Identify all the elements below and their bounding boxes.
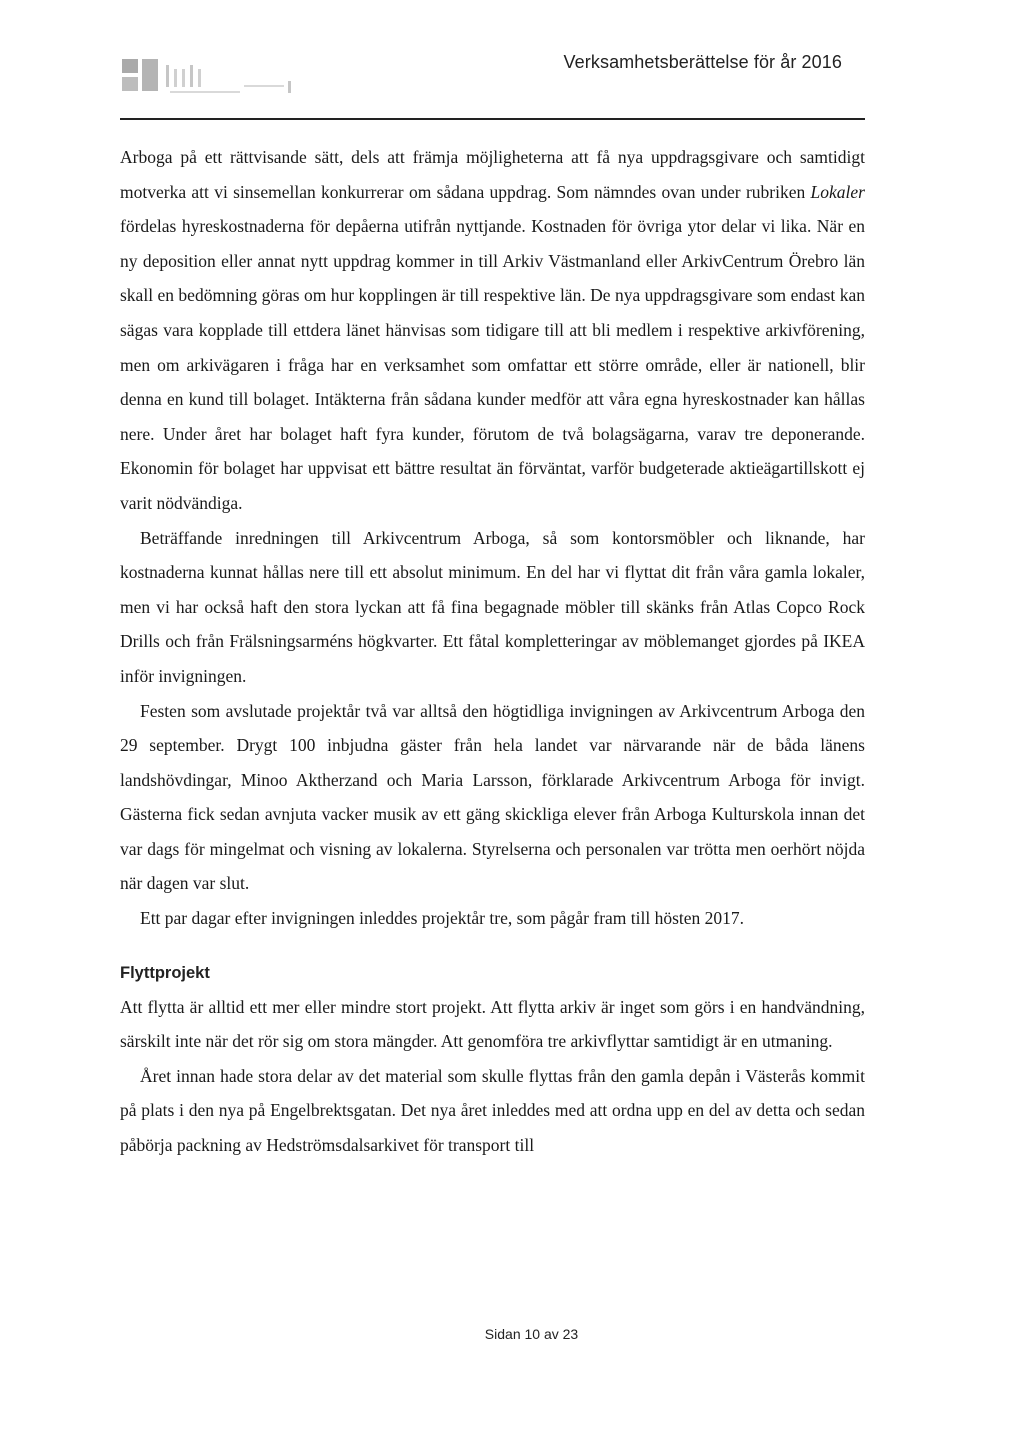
section-paragraph-2: Året innan hade stora delar av det material som skulle flyttas från den gamla depån i Västerås kommit på plats i den nya på Engelbrektsgatan. Det nya året inleddes med att ordna upp en del av detta och sedan påbörja packning av Hedströmsdalsarkivet för transport till <box>120 1065 865 1156</box>
paragraph-1: Arboga på ett rättvisande sätt, dels att främja möjligheterna att få nya uppdragsgivare och samtidigt motverka att vi sinsemellan konkurrerar om sådana uppdrag. Som nämndes ovan under rubriken Lokaler fördelas hyreskostnaderna för depåerna utifrån nyttjande. Kostnaden för övriga ytor delar vi lika. När en ny deposition eller annat nytt uppdrag kommer in till Arkiv Västmanland eller ArkivCentrum Örebro län skall en bedömning göras om hur kopplingen är till respektive län. De nya uppdragsgivare som endast kan sägas vara kopplade till ettdera länet hänvisas som tidigare till att bli medlem i respektive arkivförening, men om arkivägaren i fråga har en verksamhet som omfattar ett större område, eller är nationell, blir denna en kund till bolaget. Intäkterna från sådana kunder medför att våra egna hyreskostnader kan hållas nere. Under året har bolaget haft fyra kunder, förutom de två bolagsägarna, varav tre deponerande. Ekonomin för bolaget har uppvisat ett bättre resultat än förväntat, varför budgeterade aktieägartillskott ej varit nödvändiga. <box>120 147 865 513</box>
page-header <box>0 0 1024 125</box>
italic-term-lokaler: Lokaler <box>810 181 865 202</box>
paragraph-3: Festen som avslutade projektår två var alltså den högtidliga invigningen av Arkivcentrum Arboga den 29 september. Drygt 100 inbjudna gäster från hela landet var närvarande när de båda länens landshövdingar, Minoo Aktherzand och Maria Larsson, förklarade Arkivcentrum Arboga för invigt. Gästerna fick sedan avnjuta vacker musik av ett gäng skickliga elever från Arboga Kulturskola innan det var dags för mingelmat och visning av lokalerna. Styrelserna och personalen var trötta men oerhört nöjda när dagen var slut. <box>120 700 865 894</box>
page-number: Sidan 10 av 23 <box>484 1326 579 1342</box>
paragraph-2: Beträffande inredningen till Arkivcentrum Arboga, så som kontorsmöbler och liknande, har kostnaderna kunnat hållas nere till ett absolut minimum. En del har vi flyttat dit från våra gamla lokaler, men vi har också haft den stora lyckan att få fina begagnade möbler till skänks från Atlas Copco Rock Drills och från Frälsningsarméns högkvarter. Ett fåtal kompletteringar av möblemanget gjordes på IKEA inför invigningen. <box>120 527 865 686</box>
section-heading-flyttprojekt: Flyttprojekt <box>120 963 210 982</box>
page-body <box>120 140 865 1163</box>
header-divider <box>120 118 865 120</box>
document-title: Verksamhetsberättelse för år 2016 <box>563 52 842 72</box>
arkiv-vastmanland-logo <box>120 55 305 100</box>
paragraph-4: Ett par dagar efter invigningen inleddes projektår tre, som pågår fram till hösten 2017. <box>140 908 745 929</box>
section-paragraph-1: Att flytta är alltid ett mer eller mindre stort projekt. Att flytta arkiv är inget som görs i en handvändning, särskilt inte när det rör sig om stora mängder. Att genomföra tre arkivflyttar samtidigt är en utmaning. <box>120 996 865 1052</box>
